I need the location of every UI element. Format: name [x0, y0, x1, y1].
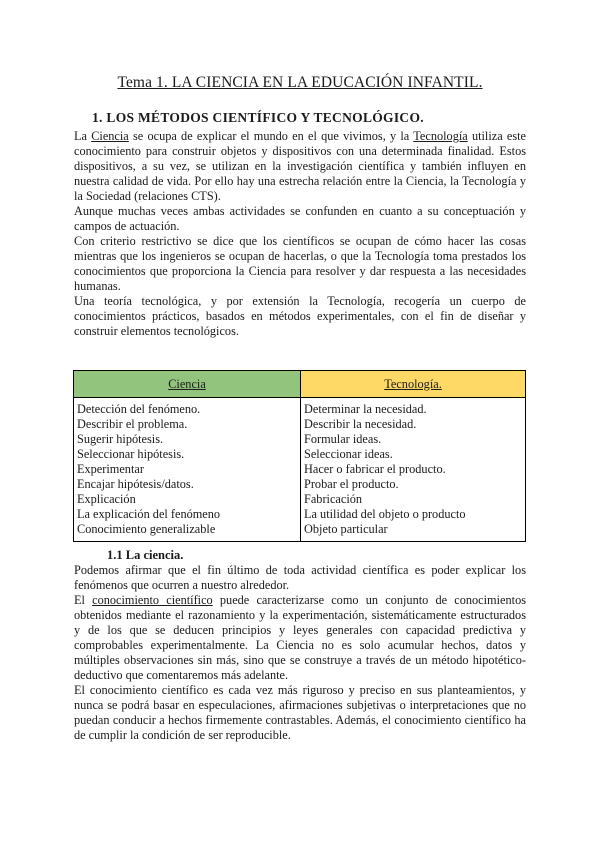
list-item: Sugerir hipótesis.: [77, 432, 164, 446]
term-ciencia: Ciencia: [91, 129, 129, 143]
list-item: Detección del fenómeno.: [77, 402, 201, 416]
paragraph-teoria: Una teoría tecnológica, y por extensión la Tecnología, recogería un cuerpo de conocimientos prácticos, basados en métodos experimentales, con el fin de diseñar y construir elementos tecnológicos.: [74, 294, 526, 338]
list-item: Conocimiento generalizable: [77, 522, 216, 536]
text-run: puede caracterizarse como un conjunto de conocimientos obtenidos mediante el razonamiento y la experimentación, sistemáticamente estructurados y de los que se deducen principios y leyes generales con capacidad predictiva y comprobables experimentalmente. La Ciencia no es solo acumular hechos, datos y múltiples observaciones sin más, sino que se construye a través de un método hipotético-deductivo que comentaremos más adelante.: [74, 593, 526, 682]
paragraph-criterio: Con criterio restrictivo se dice que los científicos se ocupan de cómo hacer las cosas mientras que los ingenieros se ocupan de hacerlas, o que la Tecnología toma prestados los conocimientos que proporciona la Ciencia para resolver y dar respuesta a las necesidades humanas.: [74, 234, 526, 293]
list-item: Seleccionar hipótesis.: [77, 447, 185, 461]
section-heading-metodos: 1. LOS MÉTODOS CIENTÍFICO Y TECNOLÓGICO.: [92, 110, 424, 125]
list-item: Describir el problema.: [77, 417, 188, 431]
list-item: Explicación: [77, 492, 136, 506]
list-item: Encajar hipótesis/datos.: [77, 477, 194, 491]
text-run: El: [74, 593, 93, 607]
paragraph-riguroso: El conocimiento científico es cada vez más riguroso y preciso en sus planteamientos, y nunca se podrá basar en especulaciones, afirmaciones subjetivas o interpretaciones que no puedan conducir a hechos firmemente contrastables. Además, el conocimiento científico ha de cumplir la condición de ser reproducible.: [74, 683, 526, 742]
header-tecnologia: Tecnología.: [301, 371, 526, 398]
paragraph-conocimiento: [74, 593, 526, 683]
tecnologia-steps-cell: [301, 398, 526, 542]
list-item: Objeto particular: [304, 522, 388, 536]
paragraph-ciencia-tecnologia: [74, 129, 526, 204]
term-conocimiento-cientifico: conocimiento científico: [92, 593, 213, 607]
list-item: Fabricación: [304, 492, 363, 506]
page-title: Tema 1. LA CIENCIA EN LA EDUCACIÓN INFANTIL.: [117, 74, 483, 91]
ciencia-steps-cell: [74, 398, 301, 542]
list-item: Seleccionar ideas.: [304, 447, 393, 461]
comparison-table: [73, 370, 526, 542]
header-ciencia: Ciencia: [74, 371, 301, 398]
text-run: La: [74, 129, 92, 143]
text-run: utiliza este conocimiento para construir objetos y dispositivos con una determinada finalidad. Estos dispositivos, a su vez, se utilizan en la investigación científica y también influyen en nuestra calidad de vida. Por ello hay una estrecha relación entre la Ciencia, la Tecnología y la Sociedad (relaciones CTS).: [74, 129, 527, 203]
text-run: se ocupa de explicar el mundo en el que vivimos, y la: [128, 129, 414, 143]
list-item: Hacer o fabricar el producto.: [304, 462, 446, 476]
list-item: Determinar la necesidad.: [304, 402, 427, 416]
list-item: Probar el producto.: [304, 477, 399, 491]
list-item: Describir la necesidad.: [304, 417, 417, 431]
list-item: Experimentar: [77, 462, 144, 476]
list-item: La utilidad del objeto o producto: [304, 507, 466, 521]
paragraph-fin-ultimo: Podemos afirmar que el fin último de toda actividad científica es poder explicar los fenómenos que ocurren a nuestro alrededor.: [74, 563, 526, 592]
term-tecnologia: Tecnología: [413, 129, 468, 143]
section-1-1-body: [74, 563, 526, 743]
list-item: La explicación del fenómeno: [77, 507, 221, 521]
section-1-body: [74, 129, 526, 339]
table-row: [74, 398, 526, 542]
table-header-row: [74, 371, 526, 398]
list-item: Formular ideas.: [304, 432, 382, 446]
paragraph-confusion: Aunque muchas veces ambas actividades se confunden en cuanto a su conceptuación y campos de actuación.: [74, 204, 526, 233]
subsection-heading-ciencia: 1.1 La ciencia.: [107, 548, 184, 562]
